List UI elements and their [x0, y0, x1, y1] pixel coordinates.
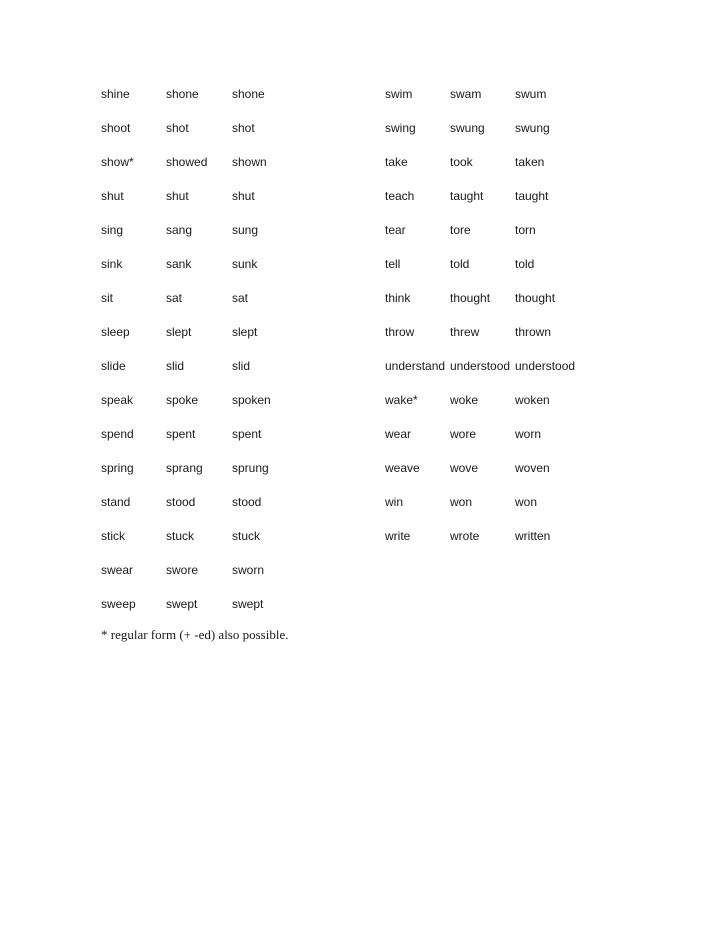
past-participle-cell: woven	[515, 461, 550, 475]
past-participle-cell: swept	[232, 597, 264, 611]
table-row	[385, 425, 585, 459]
table-row	[385, 119, 585, 153]
past-simple-cell: thought	[450, 291, 491, 305]
past-participle-cell: taken	[515, 155, 545, 169]
past-simple-cell: told	[450, 257, 470, 271]
base-form-cell: sit	[101, 291, 113, 305]
past-participle-cell: sung	[232, 223, 259, 237]
table-row	[385, 493, 585, 527]
base-form-cell: sing	[101, 223, 124, 237]
past-participle-cell: woken	[515, 393, 550, 407]
past-participle-cell: stuck	[232, 529, 261, 543]
irregular-verbs-table-right	[385, 85, 585, 561]
table-row	[101, 357, 351, 391]
past-simple-cell: spent	[166, 427, 196, 441]
past-participle-cell: spoken	[232, 393, 271, 407]
table-row	[101, 119, 351, 153]
table-row	[385, 323, 585, 357]
base-form-cell: shut	[101, 189, 124, 203]
base-form-cell: speak	[101, 393, 134, 407]
base-form-cell: wake*	[385, 393, 418, 407]
base-form-cell: spend	[101, 427, 134, 441]
table-row	[385, 221, 585, 255]
base-form-cell: stand	[101, 495, 131, 509]
past-participle-cell: shown	[232, 155, 267, 169]
past-simple-cell: sang	[166, 223, 193, 237]
past-participle-cell: written	[515, 529, 551, 543]
past-participle-cell: torn	[515, 223, 536, 237]
base-form-cell: sweep	[101, 597, 136, 611]
table-row	[101, 425, 351, 459]
past-participle-cell: sunk	[232, 257, 258, 271]
base-form-cell: shoot	[101, 121, 131, 135]
past-simple-cell: swung	[450, 121, 485, 135]
table-row	[101, 493, 351, 527]
past-simple-cell: slept	[166, 325, 192, 339]
table-row	[385, 289, 585, 323]
base-form-cell: sleep	[101, 325, 130, 339]
past-simple-cell: shone	[166, 87, 199, 101]
table-row	[385, 187, 585, 221]
table-row	[385, 357, 585, 391]
past-simple-cell: wove	[450, 461, 479, 475]
table-row	[101, 459, 351, 493]
footnote: * regular form (+ -ed) also possible.	[101, 627, 289, 642]
past-simple-cell: showed	[166, 155, 208, 169]
base-form-cell: tell	[385, 257, 401, 271]
past-participle-cell: thought	[515, 291, 556, 305]
base-form-cell: wear	[385, 427, 412, 441]
past-simple-cell: spoke	[166, 393, 199, 407]
past-participle-cell: slept	[232, 325, 258, 339]
past-simple-cell: threw	[450, 325, 480, 339]
table-row	[385, 459, 585, 493]
table-row	[101, 153, 351, 187]
table-row	[385, 391, 585, 425]
past-simple-cell: took	[450, 155, 473, 169]
base-form-cell: take	[385, 155, 408, 169]
past-participle-cell: told	[515, 257, 535, 271]
past-simple-cell: wrote	[450, 529, 480, 543]
past-participle-cell: swum	[515, 87, 547, 101]
past-simple-cell: shot	[166, 121, 189, 135]
base-form-cell: show*	[101, 155, 134, 169]
base-form-cell: teach	[385, 189, 415, 203]
past-participle-cell: swung	[515, 121, 550, 135]
table-row	[101, 289, 351, 323]
base-form-cell: write	[385, 529, 411, 543]
past-simple-cell: stood	[166, 495, 196, 509]
table-row	[385, 255, 585, 289]
past-simple-cell: taught	[450, 189, 484, 203]
table-row	[101, 255, 351, 289]
table-row	[101, 323, 351, 357]
past-simple-cell: understood	[450, 359, 511, 373]
past-simple-cell: swam	[450, 87, 482, 101]
past-simple-cell: sat	[166, 291, 183, 305]
irregular-verbs-table-left	[101, 85, 351, 629]
table-row	[385, 85, 585, 119]
base-form-cell: sink	[101, 257, 123, 271]
base-form-cell: win	[385, 495, 404, 509]
past-simple-cell: swore	[166, 563, 199, 577]
table-row	[385, 527, 585, 561]
base-form-cell: shine	[101, 87, 130, 101]
table-row	[101, 221, 351, 255]
base-form-cell: throw	[385, 325, 415, 339]
past-participle-cell: taught	[515, 189, 549, 203]
past-simple-cell: won	[450, 495, 473, 509]
past-participle-cell: slid	[232, 359, 251, 373]
past-simple-cell: shut	[166, 189, 189, 203]
base-form-cell: slide	[101, 359, 126, 373]
past-simple-cell: sprang	[166, 461, 203, 475]
table-row	[101, 527, 351, 561]
base-form-cell: understand	[385, 359, 446, 373]
past-simple-cell: wore	[450, 427, 477, 441]
past-simple-cell: swept	[166, 597, 198, 611]
past-participle-cell: worn	[515, 427, 542, 441]
past-participle-cell: thrown	[515, 325, 552, 339]
past-participle-cell: sat	[232, 291, 249, 305]
past-participle-cell: spent	[232, 427, 262, 441]
base-form-cell: spring	[101, 461, 134, 475]
base-form-cell: swear	[101, 563, 134, 577]
past-participle-cell: shot	[232, 121, 255, 135]
past-participle-cell: shone	[232, 87, 265, 101]
past-participle-cell: sworn	[232, 563, 265, 577]
past-participle-cell: sprung	[232, 461, 269, 475]
table-row	[101, 561, 351, 595]
right-table-body	[385, 85, 585, 561]
base-form-cell: swing	[385, 121, 416, 135]
past-simple-cell: stuck	[166, 529, 195, 543]
table-row	[385, 153, 585, 187]
base-form-cell: tear	[385, 223, 406, 237]
base-form-cell: weave	[385, 461, 420, 475]
past-participle-cell: won	[515, 495, 538, 509]
base-form-cell: stick	[101, 529, 125, 543]
past-simple-cell: slid	[166, 359, 185, 373]
table-row	[101, 391, 351, 425]
past-participle-cell: understood	[515, 359, 576, 373]
left-table-body	[101, 85, 351, 629]
base-form-cell: think	[385, 291, 411, 305]
past-simple-cell: sank	[166, 257, 192, 271]
past-participle-cell: shut	[232, 189, 255, 203]
past-simple-cell: woke	[450, 393, 479, 407]
table-row	[101, 595, 351, 629]
base-form-cell: swim	[385, 87, 413, 101]
past-simple-cell: tore	[450, 223, 471, 237]
table-row	[101, 85, 351, 119]
table-row	[101, 187, 351, 221]
past-participle-cell: stood	[232, 495, 262, 509]
